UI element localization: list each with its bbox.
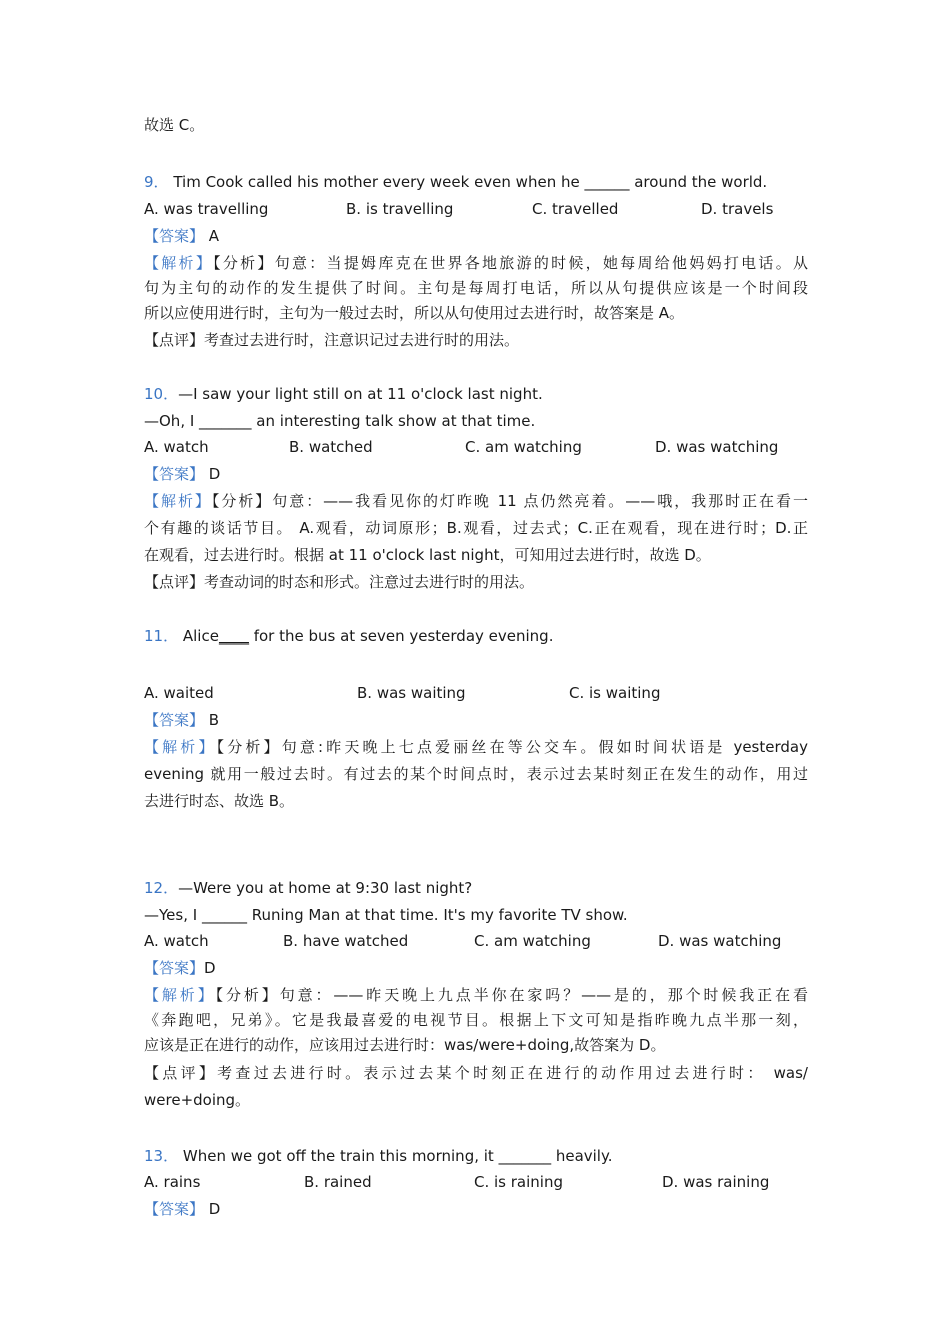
question-12-analysis-line-1: 【解析】【分析】句意：——昨天晚上九点半你在家吗？——是的，那个时候我正在看 — [144, 986, 808, 1004]
answer-tag: 【答案】 — [144, 711, 205, 729]
question-13-answer — [144, 1198, 808, 1220]
option-c: C. am watching — [465, 438, 582, 456]
question-text: Tim Cook called his mother every week even when he ______ around the world. — [173, 173, 768, 191]
question-11-stem: 11． Alice____ for the bus at seven yesterday evening. — [144, 627, 554, 645]
question-13-stem — [144, 1145, 808, 1167]
question-10-comment: 【点评】考查动词的时态和形式。注意过去进行时的用法。 — [144, 573, 535, 591]
question-10-analysis-line-2: 个有趣的谈话节目。 A.观看，动词原形；B.观看，过去式；C.正在观看，现在进行时；D.正 — [144, 519, 808, 537]
option-a: A. watch — [144, 932, 209, 950]
answer-tag: 【答案】 — [144, 227, 205, 245]
option-c: C. am watching — [474, 932, 591, 950]
analysis-tag: 【解析】 — [144, 254, 214, 272]
answer-value: A — [208, 227, 220, 245]
option-d: D. was watching — [655, 438, 779, 456]
question-11-answer — [144, 709, 808, 731]
answer-tag: 【答案】 — [144, 959, 205, 977]
intro-text: 故选 C。 — [144, 116, 205, 134]
question-9-analysis-line-3: 所以应使用进行时，主句为一般过去时，所以从句使用过去进行时，故答案是 A。 — [144, 304, 685, 322]
answer-blank: ____ — [218, 627, 249, 645]
option-b: B. rained — [304, 1173, 372, 1191]
option-a: A. rains — [144, 1173, 201, 1191]
option-b: B. was waiting — [357, 684, 466, 702]
option-b: B. is travelling — [346, 200, 454, 218]
answer-tag: 【答案】 — [144, 1200, 205, 1218]
question-10-stem-line-2: —Oh, I _______ an interesting talk show at that time. — [144, 412, 536, 430]
question-number: 9． — [144, 173, 169, 191]
question-number: 10． — [144, 385, 179, 403]
option-a: A. waited — [144, 684, 214, 702]
question-12-answer — [144, 957, 808, 979]
option-b: B. have watched — [283, 932, 409, 950]
question-text: —Were you at home at 9:30 last night? — [178, 879, 473, 897]
question-12-comment-line-2: were+doing。 — [144, 1091, 251, 1109]
question-11-analysis-line-2: evening 就用一般过去时。有过去的某个时间点时，表示过去某时刻正在发生的动作，用过 — [144, 765, 808, 783]
question-10-stem — [144, 383, 808, 405]
question-text: When we got off the train this morning, it _______ heavily. — [182, 1147, 613, 1165]
question-9-analysis-line-1: 【解析】【分析】句意：当提姆库克在世界各地旅游的时候，她每周给他妈妈打电话。从 — [144, 254, 808, 272]
question-11-analysis-line-1: 【解析】【分析】句意:昨天晚上七点爱丽丝在等公交车。假如时间状语是 yesterday — [144, 738, 808, 756]
answer-tag: 【答案】 — [144, 465, 205, 483]
question-9-comment: 【点评】考查过去进行时，注意识记过去进行时的用法。 — [144, 331, 520, 349]
question-12-analysis-line-3: 应该是正在进行的动作，应该用过去进行时：was/were+doing,故答案为 D。 — [144, 1036, 666, 1054]
option-c: C. is waiting — [569, 684, 661, 702]
question-text: —I saw your light still on at 11 o'clock last night. — [178, 385, 543, 403]
question-12-stem — [144, 877, 808, 899]
option-d: D. travels — [701, 200, 774, 218]
question-12-stem-line-2: —Yes, I ______ Runing Man at that time. It's my favorite TV show. — [144, 906, 628, 924]
answer-value: D — [208, 465, 221, 483]
answer-value: D — [204, 959, 216, 977]
question-12-analysis-line-2: 《奔跑吧，兄弟》。它是我最喜爱的电视节目。根据上下文可知是指昨晚九点半那一刻， — [144, 1011, 808, 1029]
option-d: D. was raining — [662, 1173, 770, 1191]
question-11-analysis-line-3: 去进行时态、故选 B。 — [144, 792, 295, 810]
analysis-tag: 【解析】 — [144, 986, 216, 1004]
option-b: B. watched — [289, 438, 373, 456]
question-9-analysis-line-2: 句为主句的动作的发生提供了时间。主句是每周打电话，所以从句提供应该是一个时间段 — [144, 279, 808, 297]
question-12-comment-line-1: 【点评】考查过去进行时。表示过去某个时刻正在进行的动作用过去进行时： was/ — [144, 1064, 808, 1082]
answer-value: D — [208, 1200, 221, 1218]
question-number: 12． — [144, 879, 179, 897]
option-c: C. travelled — [532, 200, 619, 218]
question-10-analysis-line-3: 在观看，过去进行时。根据 at 11 o'clock last night，可知用过去进行时，故选 D。 — [144, 546, 711, 564]
question-9-stem — [144, 171, 808, 193]
option-a: A. was travelling — [144, 200, 269, 218]
option-d: D. was watching — [658, 932, 782, 950]
question-9-answer — [144, 225, 808, 247]
question-10-analysis-line-1: 【解析】【分析】句意：——我看见你的灯昨晚 11 点仍然亮着。——哦，我那时正在看一 — [144, 492, 808, 510]
question-number: 11． — [144, 627, 179, 645]
question-number: 13． — [144, 1147, 179, 1165]
analysis-tag: 【解析】 — [144, 738, 217, 756]
option-c: C. is raining — [474, 1173, 563, 1191]
question-10-answer — [144, 463, 808, 485]
option-a: A. watch — [144, 438, 209, 456]
answer-value: B — [208, 711, 220, 729]
analysis-tag: 【解析】 — [144, 492, 212, 510]
